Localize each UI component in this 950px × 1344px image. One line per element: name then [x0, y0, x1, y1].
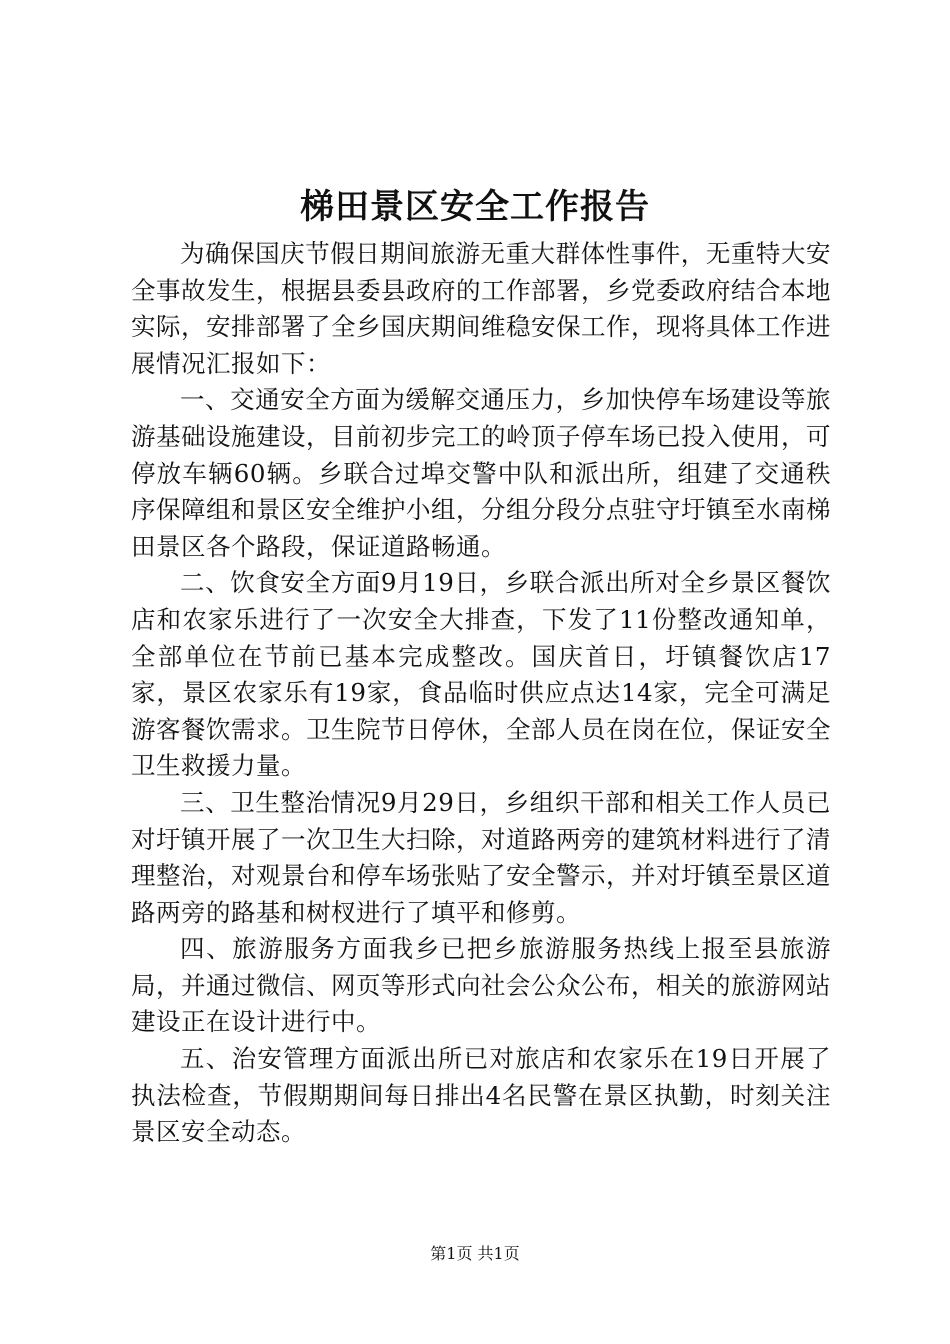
page-number-footer: 第1页 共1页	[430, 1244, 520, 1263]
paragraph-food-safety: 二、饮食安全方面9月19日，乡联合派出所对全乡景区餐饮店和农家乐进行了一次安全大排查，下发了11份整改通知单，全部单位在节前已基本完成整改。国庆首日，圩镇餐饮店17家，景区农家乐有19家，食品临时供应点达14家，完全可满足游客餐饮需求。卫生院节日停休，全部人员在岗在位，保证安全卫生救援力量。	[131, 568, 831, 781]
paragraph-sanitation: 三、卫生整治情况9月29日，乡组织干部和相关工作人员已对圩镇开展了一次卫生大扫除，对道路两旁的建筑材料进行了清理整治，对观景台和停车场张贴了安全警示，并对圩镇至景区道路两旁的路基和树杈进行了填平和修剪。	[131, 787, 831, 927]
paragraph-public-security: 五、治安管理方面派出所已对旅店和农家乐在19日开展了执法检查，节假期期间每日排出4名民警在景区执勤，时刻关注景区安全动态。	[131, 1044, 831, 1147]
document-body	[131, 236, 831, 1151]
paragraph-intro: 为确保国庆节假日期间旅游无重大群体性事件，无重特大安全事故发生，根据县委县政府的工作部署，乡党委政府结合本地实际，安排部署了全乡国庆期间维稳安保工作，现将具体工作进展情况汇报如下：	[131, 239, 831, 378]
paragraph-traffic-safety: 一、交通安全方面为缓解交通压力，乡加快停车场建设等旅游基础设施建设，目前初步完工的岭顶子停车场已投入使用，可停放车辆60辆。乡联合过埠交警中队和派出所，组建了交通秩序保障组和景区安全维护小组，分组分段分点驻守圩镇至水南梯田景区各个路段，保证道路畅通。	[131, 385, 831, 561]
paragraph-tourism-service: 四、旅游服务方面我乡已把乡旅游服务热线上报至县旅游局，并通过微信、网页等形式向社会公众公布，相关的旅游网站建设正在设计进行中。	[131, 934, 831, 1037]
document-title: 梯田景区安全工作报告	[300, 187, 650, 227]
